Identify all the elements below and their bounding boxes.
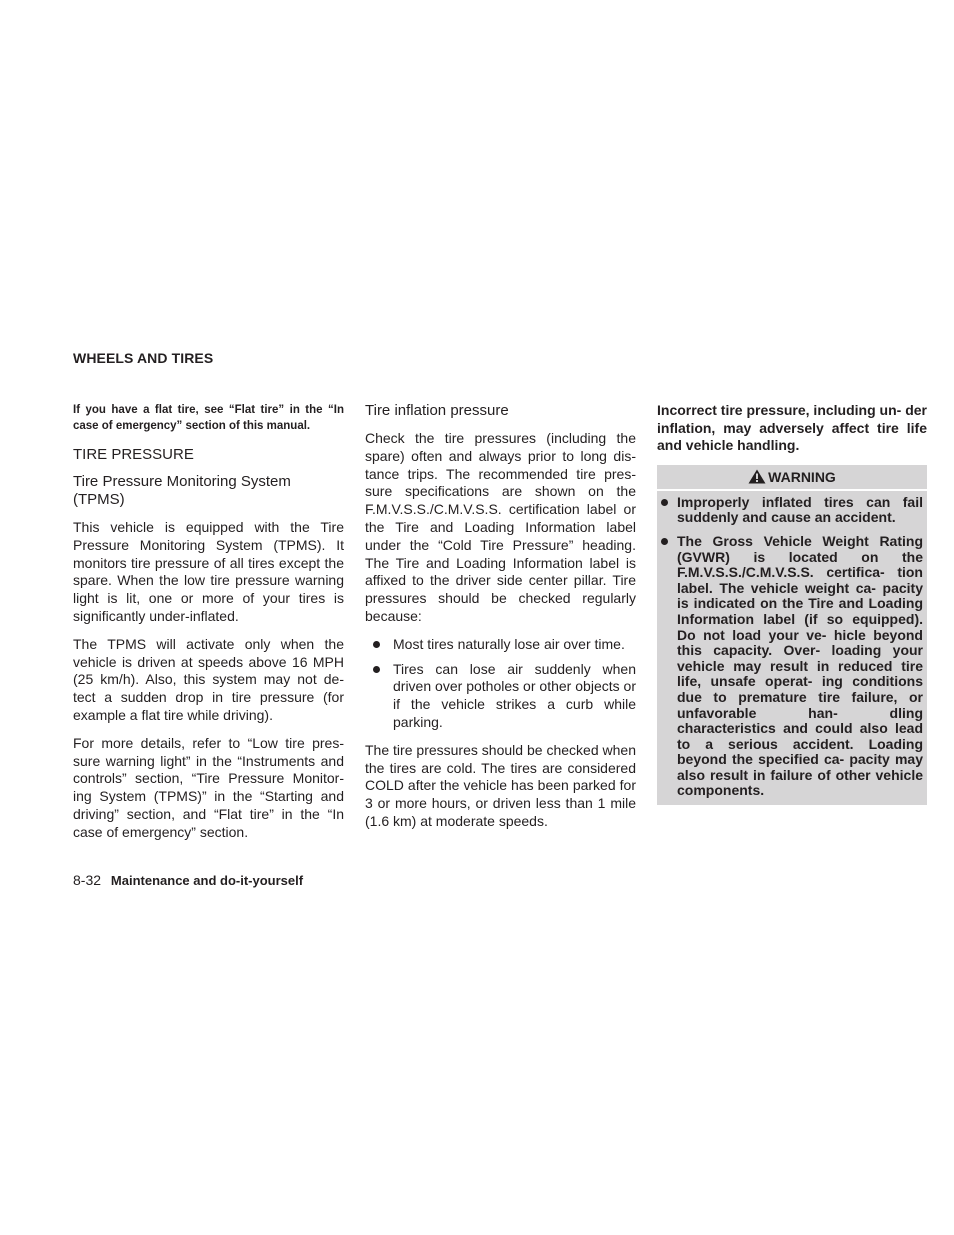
bullet-icon [373, 666, 380, 673]
list-item: Improperly inflated tires can fail suddenly and cause an accident. [657, 495, 923, 526]
page-number: 8-32 [73, 872, 102, 888]
inflation-paragraph-1: Check the tire pressures (including the spare) often and always prior to long dis- tance trips. The recommended tire pres- sure specifications are shown on the F.M.V.S.S./C.M.V.S.S. certification label or the Tire and Loading Information label under the “Cold Tire Pressure” heading. The Tire and Loading Information label is affixed to the driver side center pillar. Tire pressures should be checked regularly because: [365, 430, 636, 624]
warning-list [657, 495, 923, 799]
column-middle [365, 402, 636, 841]
column-right [657, 402, 927, 805]
inflation-bullet-list [365, 636, 636, 732]
warning-label: WARNING [768, 468, 836, 485]
tpms-paragraph-2: The TPMS will activate only when the vehicle is driven at speeds above 16 MPH (25 km/h). Also, this system may not de- tect a sudden drop in tire pressure (for example a flat tire while driving). [73, 635, 344, 723]
inflation-paragraph-2: The tire pressures should be checked when the tires are cold. The tires are considered COLD after the vehicle has been parked for 3 or more hours, or driven less than 1 mile (1.6 km) at moderate speeds. [365, 741, 636, 829]
footer-section-title: Maintenance and do-it-yourself [110, 873, 304, 888]
column-left [73, 402, 344, 852]
warning-body [657, 489, 927, 803]
warning-title [657, 465, 927, 489]
tpms-subheading: Tire Pressure Monitoring System (TPMS) [73, 473, 291, 508]
warning-triangle-icon [748, 469, 766, 484]
bullet-icon [373, 641, 380, 648]
bullet-icon [661, 499, 668, 506]
incorrect-pressure-note: Incorrect tire pressure, including un- der inflation, may adversely affect tire life and vehicle handling. [657, 402, 927, 454]
bullet-icon [661, 538, 668, 545]
warning-box [657, 465, 927, 805]
tire-pressure-heading: TIRE PRESSURE [73, 446, 194, 463]
page-footer [73, 872, 303, 888]
flat-tire-note: If you have a flat tire, see “Flat tire” in the “In case of emergency” section of this manual. [73, 404, 344, 432]
tpms-paragraph-1: This vehicle is equipped with the Tire Pressure Monitoring System (TPMS). It monitors tire pressure of all tires except the spare. When the low tire pressure warning light is lit, one or more of your tires is significantly under-inflated. [73, 519, 344, 624]
section-header: WHEELS AND TIRES [73, 350, 214, 366]
tpms-paragraph-3: For more details, refer to “Low tire pres- sure warning light” in the “Instruments and controls” section, “Tire Pressure Monitor- ing System (TPMS)” in the “Starting and driving” section, and “Flat tire” in the “In case of emergency” section. [73, 734, 344, 840]
list-item: Most tires naturally lose air over time. [365, 636, 636, 654]
inflation-subheading: Tire inflation pressure [365, 402, 509, 419]
list-item: Tires can lose air suddenly when driven over potholes or other objects or if the vehicle strikes a curb while parking. [365, 661, 636, 732]
list-item: The Gross Vehicle Weight Rating (GVWR) is located on the F.M.V.S.S./C.M.V.S.S. certifica- tion label. The vehicle weight ca- pacity is indicated on the Tire and Loading Information label (if so equipped). Do not load your ve- hicle beyond this capacity. Over- loading your vehicle may result in reduced tire life, unsafe operat- ing conditions due to premature tire failure, or unfavorable han- dling characteristics and could also lead to a serious accident. Loading beyond the specified ca- pacity may also result in failure of other vehicle components. [657, 534, 923, 799]
